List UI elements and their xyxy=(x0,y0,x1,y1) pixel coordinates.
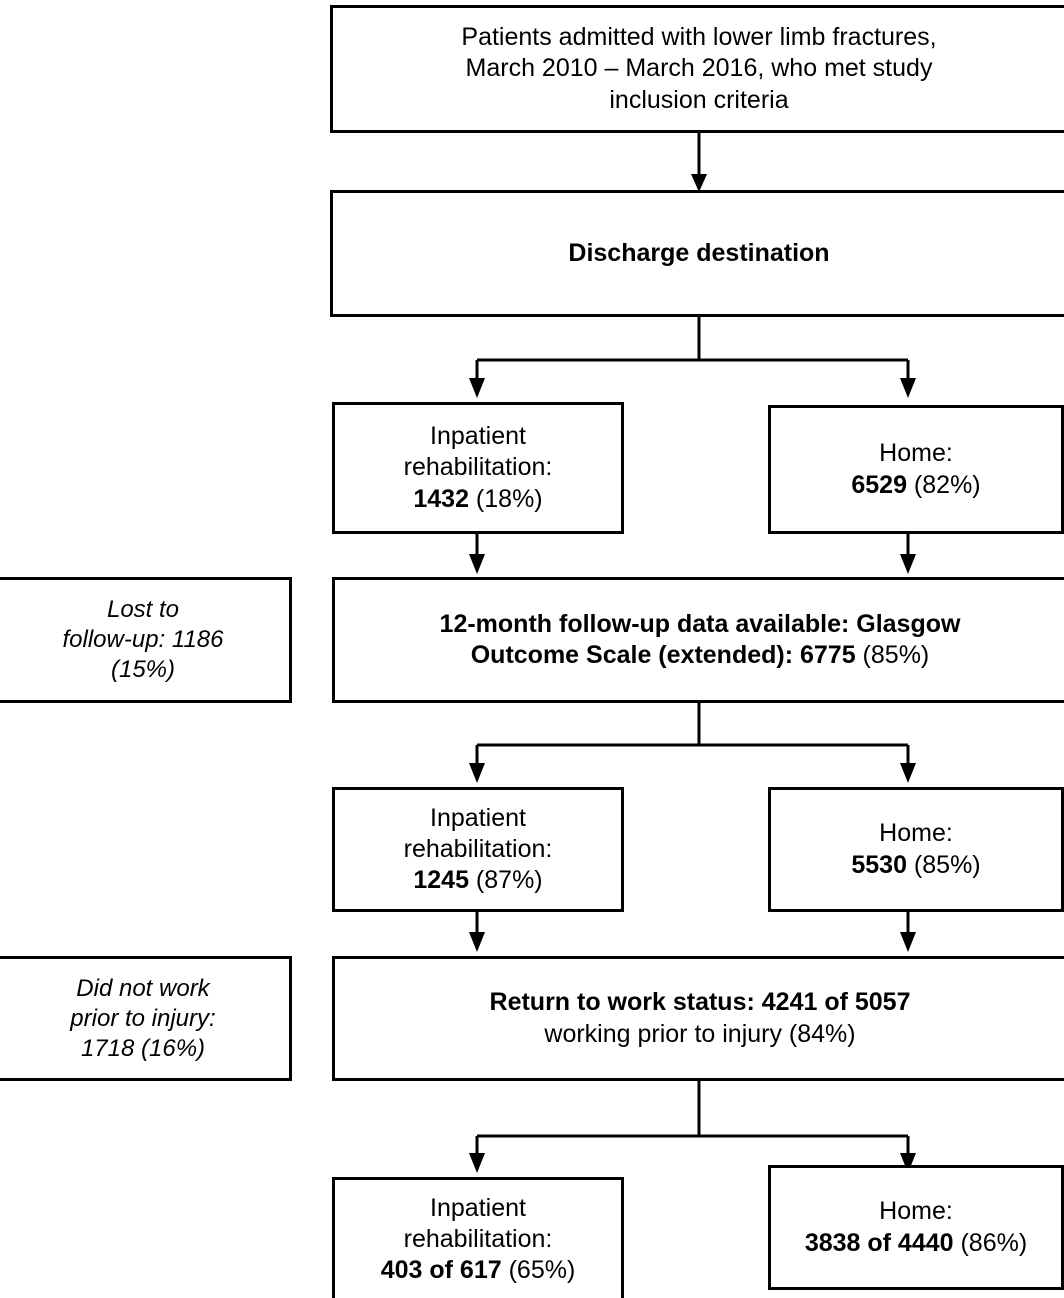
return-to-work-line-2: working prior to injury (84%) xyxy=(544,1019,856,1048)
inpatient-3-percent: (65%) xyxy=(501,1256,576,1285)
node-return-to-work xyxy=(332,956,1064,1081)
inpatient-2-percent: (87%) xyxy=(468,866,543,895)
node-cohort xyxy=(330,5,1064,133)
node-followup-data xyxy=(332,577,1064,703)
node-home-1 xyxy=(768,405,1064,534)
cohort-line-1: Patients admitted with lower limb fractures, xyxy=(461,23,937,52)
inpatient-1-line-1: Inpatient xyxy=(430,422,526,451)
inpatient-1-percent: (18%) xyxy=(468,484,543,513)
node-discharge-destination xyxy=(330,190,1064,317)
inpatient-3-value-row xyxy=(345,1255,611,1286)
home-2-percent: (85%) xyxy=(906,850,981,879)
home-2-value: 5530 xyxy=(851,850,907,879)
followup-value: 6775 xyxy=(799,641,856,669)
inpatient-2-value: 1245 xyxy=(413,866,469,895)
discharge-destination-label: Discharge destination xyxy=(568,238,830,267)
inpatient-3-line-1: Inpatient xyxy=(430,1193,526,1222)
node-inpatient-rehabilitation-3 xyxy=(332,1177,624,1298)
home-2-value-row xyxy=(781,850,1051,881)
inpatient-3-line-2: rehabilitation: xyxy=(403,1224,553,1253)
inpatient-3-value: 403 of 617 xyxy=(380,1256,502,1285)
inpatient-1-line-2: rehabilitation: xyxy=(403,453,553,482)
home-1-line-1: Home: xyxy=(879,439,953,468)
node-home-3 xyxy=(768,1165,1064,1290)
did-not-work-line-2: prior to injury: xyxy=(70,1004,216,1032)
home-2-line-1: Home: xyxy=(879,819,953,848)
inpatient-2-line-2: rehabilitation: xyxy=(403,834,553,863)
home-3-value-row xyxy=(781,1228,1051,1259)
home-3-line-1: Home: xyxy=(879,1197,953,1226)
home-1-percent: (82%) xyxy=(906,470,981,499)
did-not-work-line-3: 1718 (16%) xyxy=(80,1034,206,1062)
followup-percent: (85%) xyxy=(855,641,930,669)
home-1-value-row xyxy=(781,470,1051,501)
followup-label: Outcome Scale (extended): xyxy=(470,641,800,669)
cohort-line-3: inclusion criteria xyxy=(609,85,789,114)
node-inpatient-rehabilitation-1 xyxy=(332,402,624,534)
node-inpatient-rehabilitation-2 xyxy=(332,787,624,912)
inpatient-2-value-row xyxy=(345,865,611,896)
cohort-line-2: March 2010 – March 2016, who met study xyxy=(465,54,933,83)
followup-line-1: 12-month follow-up data available: Glasgow xyxy=(439,609,961,638)
inpatient-2-line-1: Inpatient xyxy=(430,803,526,832)
home-3-percent: (86%) xyxy=(953,1228,1028,1257)
lost-followup-line-3: (15%) xyxy=(110,656,176,683)
did-not-work-line-1: Did not work xyxy=(76,974,210,1002)
followup-line-2 xyxy=(345,640,1055,671)
return-to-work-line-1: Return to work status: 4241 of 5057 xyxy=(489,988,911,1017)
home-3-value: 3838 of 4440 xyxy=(804,1228,954,1257)
home-1-value: 6529 xyxy=(851,470,907,499)
node-lost-to-followup xyxy=(0,577,292,703)
node-did-not-work xyxy=(0,956,292,1081)
lost-followup-line-2: follow-up: 1186 xyxy=(62,626,224,653)
inpatient-1-value: 1432 xyxy=(413,484,469,513)
node-home-2 xyxy=(768,787,1064,912)
inpatient-1-value-row xyxy=(345,484,611,515)
lost-followup-line-1: Lost to xyxy=(106,596,180,623)
